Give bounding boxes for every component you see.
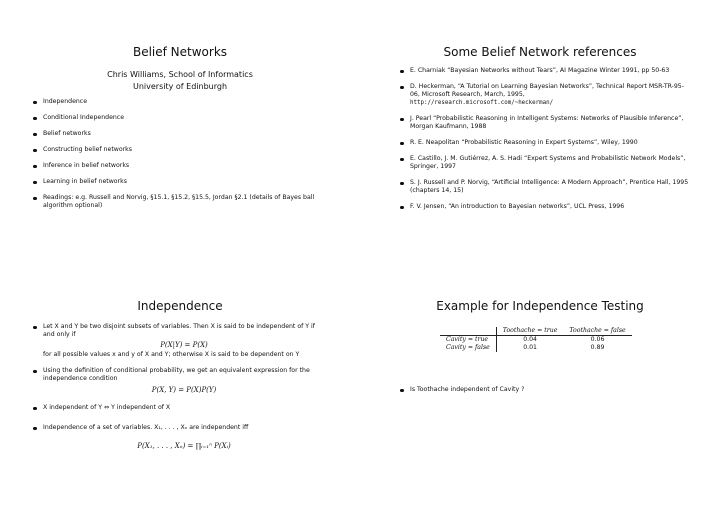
reference-list xyxy=(400,67,690,211)
slide-title: Independence xyxy=(137,299,223,313)
column-header: Toothache = true xyxy=(496,327,563,336)
list-item xyxy=(33,367,325,394)
list-item: X independent of Y ⇔ Y independent of X xyxy=(33,404,325,412)
list-item xyxy=(33,323,325,359)
column-header: Toothache = false xyxy=(563,327,631,336)
table-cell: 0.89 xyxy=(590,344,605,351)
table-row xyxy=(440,336,632,345)
equation: P(X|Y) = P(X) xyxy=(160,341,208,349)
slide-title: Belief Networks xyxy=(132,45,228,59)
list-item: E. Castillo, J. M. Gutiérrez, A. S. Hadi “Expert Systems and Probabilistic Network Models”, Springer, 1997 xyxy=(400,155,690,171)
definition-text: Let X and Y be two disjoint subsets of variables. Then X is said to be independent of Y if and only if xyxy=(43,323,315,338)
list-item xyxy=(33,424,325,450)
definition-text: for all possible values x and y of X and Y; otherwise X is said to be dependent on Y xyxy=(43,351,300,358)
table-cell: 0.06 xyxy=(590,336,605,343)
definition-text: Independence of a set of variables. X₁, . . . , Xₙ are independent iff xyxy=(43,424,249,431)
list-item: Inference in belief networks xyxy=(33,162,318,170)
probability-table xyxy=(440,327,632,352)
list-item: Independence xyxy=(33,98,318,106)
list-item: F. V. Jensen, “An introduction to Bayesian networks”, UCL Press, 1996 xyxy=(400,203,690,211)
list-item: R. E. Neapolitan “Probabilistic Reasoning in Expert Systems”, Wiley, 1990 xyxy=(400,139,690,147)
table-cell: 0.04 xyxy=(523,336,537,343)
list-item: S. J. Russell and P. Norvig, “Artificial Intelligence: A Modern Approach”, Prentice Hall, 1995 (chapters 14, 15) xyxy=(400,179,690,195)
reference-text: D. Heckerman, “A Tutorial on Learning Bayesian Networks”, Technical Report MSR-TR-95-06, Microsoft Research, March, 1995, xyxy=(410,83,684,98)
table-row xyxy=(440,344,632,352)
row-header: Cavity = false xyxy=(440,344,496,352)
equation: P(X₁, . . . , Xₙ) = ∏ᵢ₌₁ⁿ P(Xᵢ) xyxy=(137,442,231,450)
slide-title: Example for Independence Testing xyxy=(436,299,644,313)
slide-independence-example xyxy=(360,254,720,508)
list-item: Constructing belief networks xyxy=(33,146,318,154)
definition-text: Using the definition of conditional probability, we get an equivalent expression for the independence condition xyxy=(43,367,310,382)
list-item: Is Toothache independent of Cavity ? xyxy=(400,386,680,394)
slide-references xyxy=(360,0,720,254)
slide-belief-networks xyxy=(0,0,360,254)
affiliation-line: University of Edinburgh xyxy=(132,82,228,91)
slide-independence xyxy=(0,254,360,508)
list-item: J. Pearl “Probabilistic Reasoning in Intelligent Systems: Networks of Plausible Inference”, Morgan Kaufmann, 1988 xyxy=(400,115,690,131)
list-item: Conditional Independence xyxy=(33,114,318,122)
table-cell: 0.01 xyxy=(523,344,537,351)
list-item: Belief networks xyxy=(33,130,318,138)
row-header: Cavity = true xyxy=(440,336,496,345)
question-list xyxy=(400,386,680,394)
slide-title: Some Belief Network references xyxy=(443,45,637,59)
reference-url[interactable]: http://research.microsoft.com/~heckerman/ xyxy=(410,100,554,106)
list-item: Learning in belief networks xyxy=(33,178,318,186)
equation: P(X, Y) = P(X)P(Y) xyxy=(151,386,217,394)
topic-list xyxy=(33,98,318,210)
author-line: Chris Williams, School of Informatics xyxy=(107,70,253,79)
independence-list xyxy=(33,323,325,450)
list-item: Readings: e.g. Russell and Norvig, §15.1, §15.2, §15.5, Jordan §2.1 (details of Bayes ball algorithm optional) xyxy=(33,194,318,210)
table-header-row xyxy=(440,327,632,336)
list-item: E. Charniak “Bayesian Networks without Tears”, AI Magazine Winter 1991, pp 50-63 xyxy=(400,67,690,75)
list-item xyxy=(400,83,690,107)
